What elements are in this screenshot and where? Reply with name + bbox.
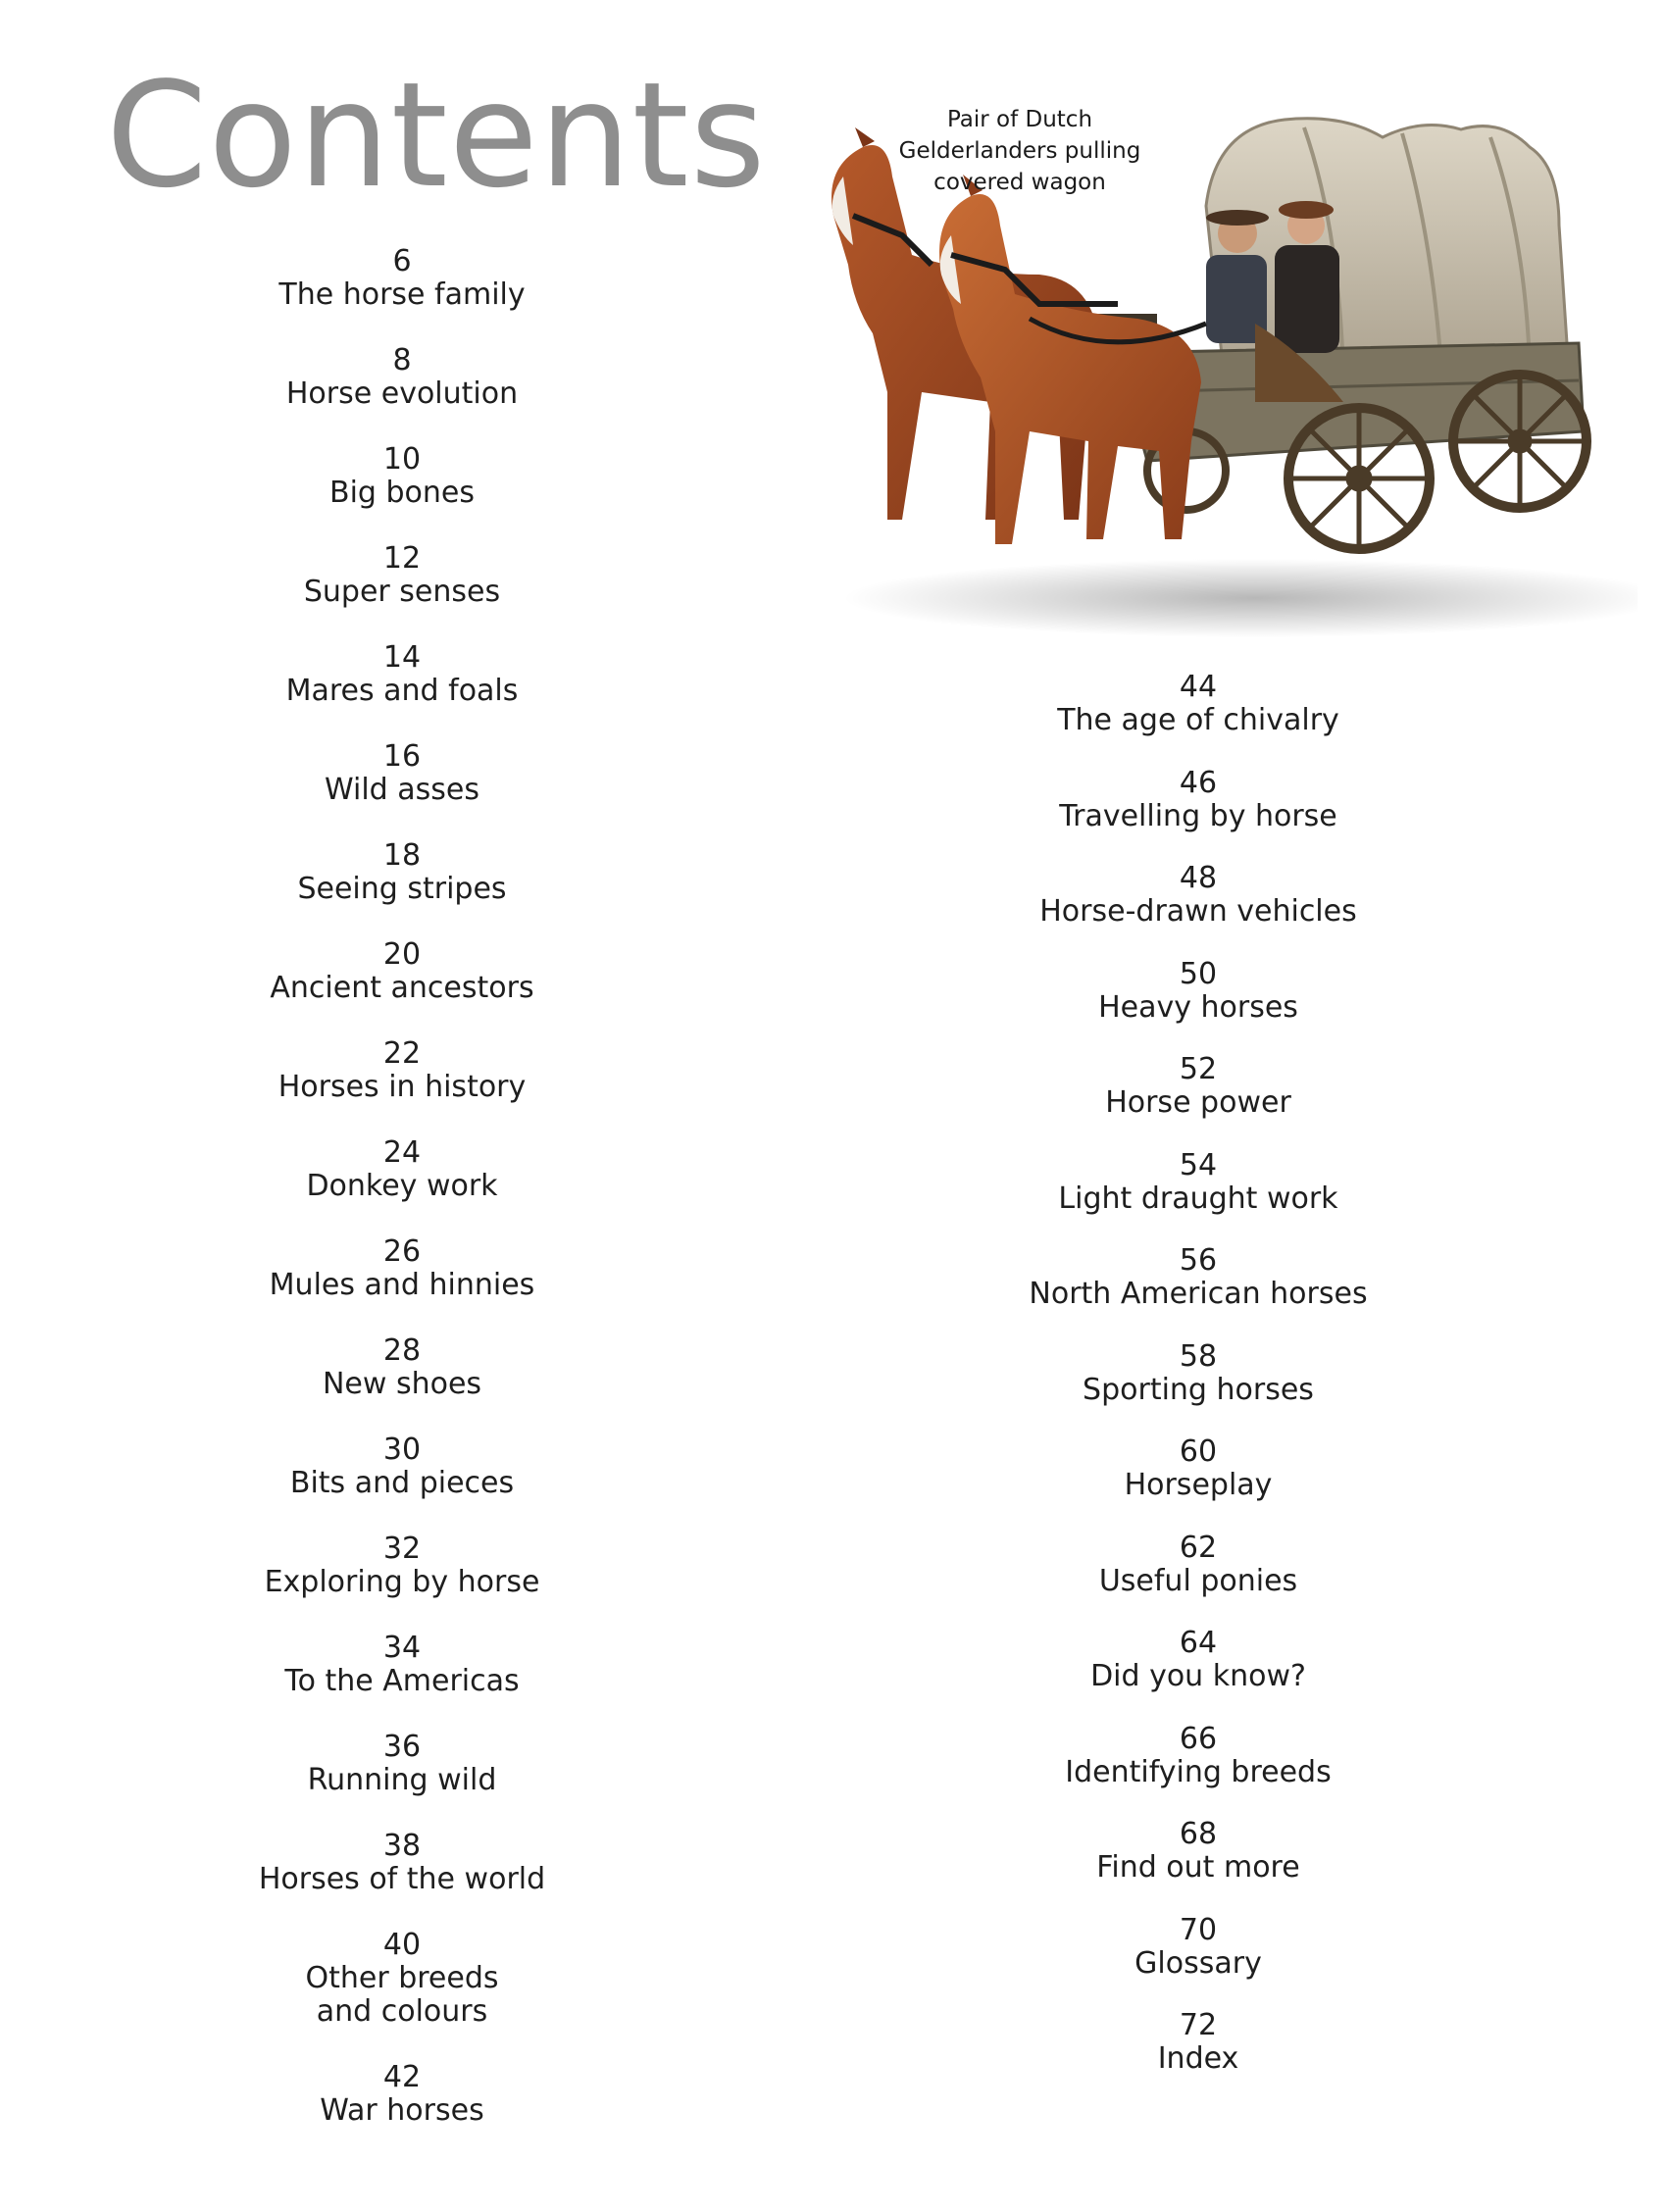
toc-page-number: 52 <box>1179 1052 1218 1086</box>
toc-entry <box>206 344 598 411</box>
toc-entry <box>206 1037 598 1104</box>
toc-page-number: 42 <box>382 2060 422 2094</box>
toc-page-number: 38 <box>382 1829 422 1863</box>
toc-entry <box>992 767 1404 833</box>
toc-page-number: 16 <box>382 739 422 774</box>
toc-page-number: 34 <box>382 1631 422 1665</box>
toc-entry-title: Mules and hinnies <box>269 1268 535 1302</box>
toc-page-number: 46 <box>1179 765 1218 800</box>
toc-entry <box>206 641 598 708</box>
toc-entry-title: Running wild <box>307 1763 497 1797</box>
toc-entry-title: Wild asses <box>325 773 479 807</box>
toc-entry-title: Find out more <box>1096 1850 1300 1885</box>
toc-page-number: 30 <box>382 1433 422 1467</box>
toc-page-number: 48 <box>1179 861 1218 895</box>
toc-entry <box>992 1435 1404 1502</box>
page-title: Contents <box>106 51 767 220</box>
toc-page-number: 72 <box>1179 2008 1218 2042</box>
toc-entry-title: Did you know? <box>1090 1659 1306 1693</box>
toc-page-number: 68 <box>1179 1817 1218 1851</box>
toc-entry-title: Horse-drawn vehicles <box>1039 894 1357 929</box>
toc-entry <box>206 542 598 609</box>
toc-entry <box>992 1914 1404 1981</box>
toc-entry <box>992 671 1404 737</box>
toc-entry <box>992 1723 1404 1789</box>
toc-entry-title: Sporting horses <box>1083 1372 1314 1407</box>
toc-entry-title: The horse family <box>278 277 526 312</box>
toc-entry <box>992 1244 1404 1311</box>
toc-entry <box>206 839 598 906</box>
toc-left-column <box>206 245 598 2160</box>
toc-entry <box>206 938 598 1005</box>
toc-page-number: 62 <box>1179 1530 1218 1565</box>
toc-entry <box>206 1632 598 1698</box>
toc-entry-title: Glossary <box>1134 1945 1262 1981</box>
toc-entry-title: Donkey work <box>306 1169 498 1203</box>
image-caption: Pair of Dutch Gelderlanders pulling covered wagon <box>898 107 1141 195</box>
toc-entry-title: Big bones <box>329 476 475 510</box>
toc-page-number: 26 <box>382 1234 422 1269</box>
toc-entry-title: Useful ponies <box>1098 1563 1298 1598</box>
toc-page-number: 58 <box>1179 1338 1218 1374</box>
toc-entry <box>992 1627 1404 1693</box>
toc-entry-title: Seeing stripes <box>297 872 507 906</box>
toc-entry-title: Index <box>1157 2041 1239 2076</box>
toc-entry <box>992 1818 1404 1885</box>
toc-page-number: 44 <box>1179 670 1218 704</box>
toc-entry-title: Ancient ancestors <box>270 971 534 1005</box>
toc-entry-title: Horses of the world <box>258 1862 546 1896</box>
toc-entry <box>206 245 598 312</box>
toc-page-number: 64 <box>1179 1626 1218 1660</box>
toc-entry <box>206 2061 598 2128</box>
toc-page-number: 60 <box>1179 1434 1218 1469</box>
toc-page-number: 40 <box>382 1928 422 1962</box>
toc-page-number: 54 <box>1179 1147 1218 1182</box>
toc-page-number: 24 <box>382 1135 422 1170</box>
toc-page-number: 8 <box>392 343 412 377</box>
toc-page-number: 6 <box>392 244 412 278</box>
toc-entry-title: Heavy horses <box>1098 989 1298 1025</box>
toc-page-number: 66 <box>1179 1721 1218 1756</box>
toc-entry <box>992 2009 1404 2076</box>
toc-entry <box>206 1136 598 1203</box>
toc-page-number: 36 <box>382 1730 422 1764</box>
toc-entry-title: Identifying breeds <box>1065 1754 1332 1789</box>
toc-entry-title: Mares and foals <box>285 674 519 708</box>
toc-page-number: 12 <box>382 541 422 576</box>
toc-entry-title: To the Americas <box>284 1664 520 1698</box>
toc-entry-title: Other breeds and colours <box>305 1961 499 2029</box>
toc-entry <box>992 1053 1404 1120</box>
toc-page-number: 28 <box>382 1333 422 1368</box>
toc-page-number: 56 <box>1179 1243 1218 1278</box>
toc-right-column <box>992 671 1404 2105</box>
toc-entry-title: Bits and pieces <box>289 1466 515 1500</box>
toc-entry <box>206 1731 598 1797</box>
toc-entry-title: Horse evolution <box>285 377 519 411</box>
toc-entry <box>206 1533 598 1599</box>
toc-entry-title: North American horses <box>1029 1277 1368 1311</box>
toc-entry-title: Horses in history <box>277 1070 527 1104</box>
toc-entry-title: The age of chivalry <box>1057 703 1339 737</box>
toc-entry <box>992 862 1404 929</box>
toc-entry <box>992 1149 1404 1216</box>
toc-page-number: 50 <box>1179 956 1218 991</box>
toc-page-number: 70 <box>1179 1912 1218 1947</box>
toc-entry <box>206 740 598 807</box>
toc-entry-title: War horses <box>320 2093 484 2128</box>
toc-page-number: 32 <box>382 1532 422 1566</box>
toc-entry <box>206 1334 598 1401</box>
toc-entry-title: Horseplay <box>1124 1468 1273 1502</box>
toc-entry <box>206 1433 598 1500</box>
toc-entry-title: Exploring by horse <box>264 1565 540 1599</box>
toc-page-number: 20 <box>382 937 422 972</box>
toc-entry <box>992 958 1404 1025</box>
toc-entry <box>206 1235 598 1302</box>
toc-page-number: 14 <box>382 640 422 675</box>
toc-entry <box>992 1532 1404 1598</box>
toc-entry-title: Super senses <box>303 575 501 609</box>
toc-page-number: 22 <box>382 1036 422 1071</box>
toc-entry <box>206 443 598 510</box>
toc-entry <box>206 1929 598 2029</box>
toc-entry-title: Horse power <box>1105 1085 1291 1120</box>
toc-entry-title: Travelling by horse <box>1059 798 1337 833</box>
toc-entry <box>206 1830 598 1896</box>
toc-entry-title: Light draught work <box>1058 1181 1338 1216</box>
toc-page-number: 18 <box>382 838 422 873</box>
toc-page-number: 10 <box>382 442 422 477</box>
toc-entry <box>992 1340 1404 1407</box>
toc-entry-title: New shoes <box>322 1367 482 1401</box>
